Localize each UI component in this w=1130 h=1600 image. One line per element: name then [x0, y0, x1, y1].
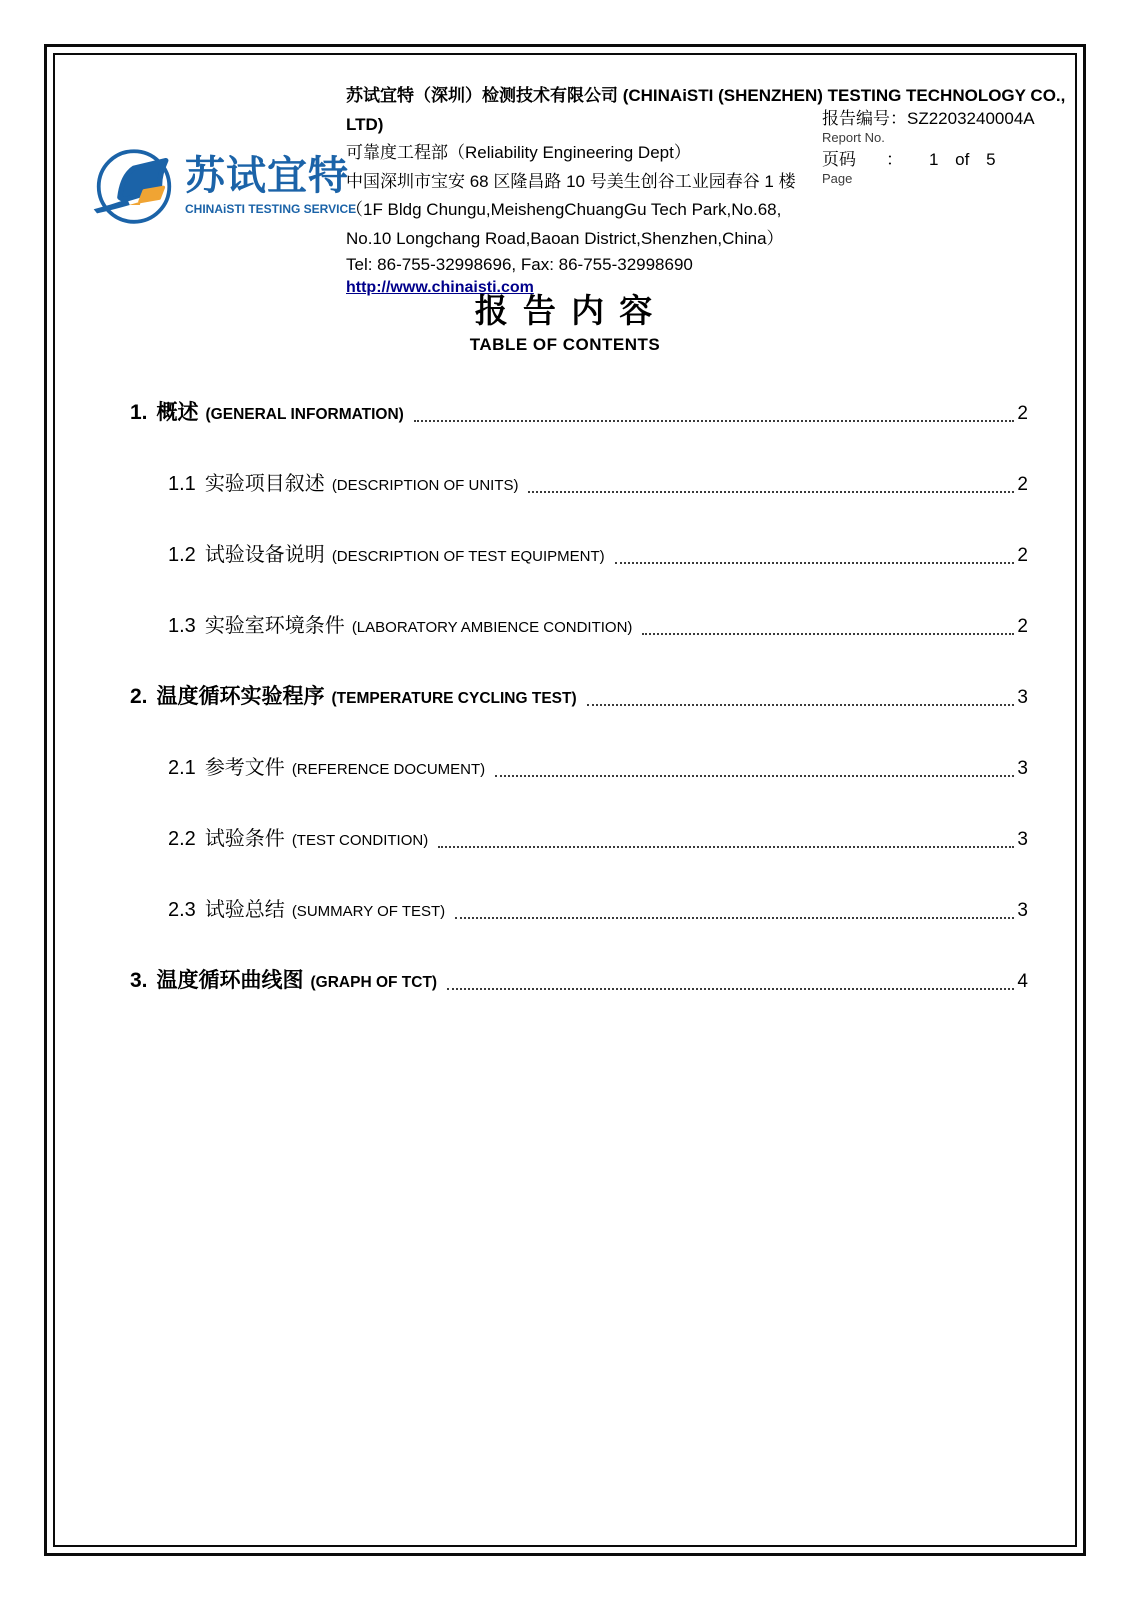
toc-page-number: 4: [1017, 971, 1028, 992]
toc-entry-title-zh: 试验总结: [204, 899, 285, 921]
chinaisti-emblem-icon: [92, 138, 176, 230]
page-label-en: Page: [822, 171, 853, 186]
page-number-row: [822, 149, 1035, 171]
toc-row: [130, 611, 1028, 643]
toc-leader-dots: [455, 917, 1014, 919]
company-logo: [92, 138, 356, 230]
toc-entry-title-zh: 试验设备说明: [204, 544, 325, 566]
toc-page-number: 2: [1017, 545, 1028, 566]
toc-page-number: 3: [1017, 687, 1028, 708]
company-name-line2: LTD): [346, 114, 384, 134]
document-title-block: [0, 292, 1130, 355]
page-label-zh: 页码: [822, 150, 856, 169]
toc-row: [130, 469, 1028, 501]
toc-entry-number: 3.: [130, 969, 148, 992]
toc-page-number: 3: [1017, 829, 1028, 850]
toc-entry-title-en: (REFERENCE DOCUMENT): [291, 761, 486, 778]
toc-entry-title-en: (DESCRIPTION OF UNITS): [331, 477, 519, 494]
address-en-line1: （1F Bldg Chungu,MeishengChuangGu Tech Park,No.68,: [346, 200, 782, 219]
department-line: 可靠度工程部（Reliability Engineering Dept）: [346, 143, 691, 162]
toc-entry-title-en: (LABORATORY AMBIENCE CONDITION): [351, 619, 633, 636]
toc-entry-number: 2.1: [168, 757, 196, 779]
toc-entry-title-zh: 温度循环实验程序: [156, 685, 325, 708]
toc-leader-dots: [587, 704, 1015, 706]
title-en: TABLE OF CONTENTS: [469, 335, 661, 354]
logo-tagline-en: CHINAiSTI TESTING SERVICE: [185, 201, 357, 216]
toc-row: [130, 540, 1028, 572]
toc-page-number: 3: [1017, 900, 1028, 921]
toc-entry-title-zh: 参考文件: [204, 757, 285, 779]
toc-entry-number: 1.1: [168, 473, 196, 495]
logo-wordmark: [185, 153, 356, 216]
toc-entry-title-zh: 概述: [156, 401, 199, 424]
website-link[interactable]: http://www.chinaisti.com: [346, 279, 534, 296]
company-name-line1: 苏试宜特（深圳）检测技术有限公司 (CHINAiSTI (SHENZHEN) TESTING TECHNOLOGY CO.,: [346, 86, 1066, 105]
address-en-line2: No.10 Longchang Road,Baoan District,Shenzhen,China）: [346, 228, 784, 248]
toc-row: [130, 824, 1028, 856]
report-no-value: SZ2203240004A: [907, 109, 1035, 128]
logo-wordmark-zh: 苏试宜特: [185, 153, 349, 198]
toc-page-number: 3: [1017, 758, 1028, 779]
toc-entry-title-zh: 试验条件: [204, 828, 285, 850]
toc-entry-title-en: (DESCRIPTION OF TEST EQUIPMENT): [331, 548, 605, 565]
toc-entry-title-en: (TEMPERATURE CYCLING TEST): [331, 690, 577, 707]
toc-entry-number: 1.3: [168, 615, 196, 637]
address-zh: 中国深圳市宝安 68 区隆昌路 10 号美生创谷工业园春谷 1 楼: [346, 171, 796, 191]
report-no-row: [822, 108, 1035, 130]
toc-row: [130, 398, 1028, 430]
toc-leader-dots: [438, 846, 1014, 848]
tel-fax-line: Tel: 86-755-32998696, Fax: 86-755-32998690: [346, 255, 693, 274]
toc-page-number: 2: [1017, 403, 1028, 424]
toc-entry-number: 2.: [130, 685, 148, 708]
toc-row: [130, 682, 1028, 714]
toc-leader-dots: [615, 562, 1015, 564]
toc-leader-dots: [447, 988, 1014, 990]
report-no-label-zh: 报告编号：: [822, 109, 907, 128]
toc-row: [130, 753, 1028, 785]
toc-entry-title-zh: 温度循环曲线图: [156, 969, 304, 992]
toc-leader-dots: [414, 420, 1015, 422]
table-of-contents: [130, 398, 1028, 1037]
toc-leader-dots: [495, 775, 1014, 777]
toc-entry-title-zh: 实验室环境条件: [204, 615, 345, 637]
page-colon: ：: [886, 150, 903, 169]
report-no-label-en: Report No.: [822, 130, 885, 145]
toc-row: [130, 895, 1028, 927]
toc-entry-title-zh: 实验项目叙述: [204, 473, 325, 495]
toc-leader-dots: [528, 491, 1014, 493]
title-zh: 报 告 内 容: [474, 292, 656, 329]
report-meta-block: [822, 108, 1035, 190]
toc-entry-number: 1.: [130, 401, 148, 424]
toc-page-number: 2: [1017, 616, 1028, 637]
toc-entry-title-en: (GENERAL INFORMATION): [205, 406, 404, 423]
toc-row: [130, 966, 1028, 998]
toc-entry-number: 2.2: [168, 828, 196, 850]
toc-page-number: 2: [1017, 474, 1028, 495]
toc-entry-title-en: (TEST CONDITION): [291, 832, 429, 849]
page-number-value: 1 of 5: [929, 150, 996, 169]
toc-entry-title-en: (GRAPH OF TCT): [310, 974, 438, 991]
toc-entry-number: 2.3: [168, 899, 196, 921]
toc-entry-number: 1.2: [168, 544, 196, 566]
toc-leader-dots: [642, 633, 1014, 635]
toc-entry-title-en: (SUMMARY OF TEST): [291, 903, 446, 920]
